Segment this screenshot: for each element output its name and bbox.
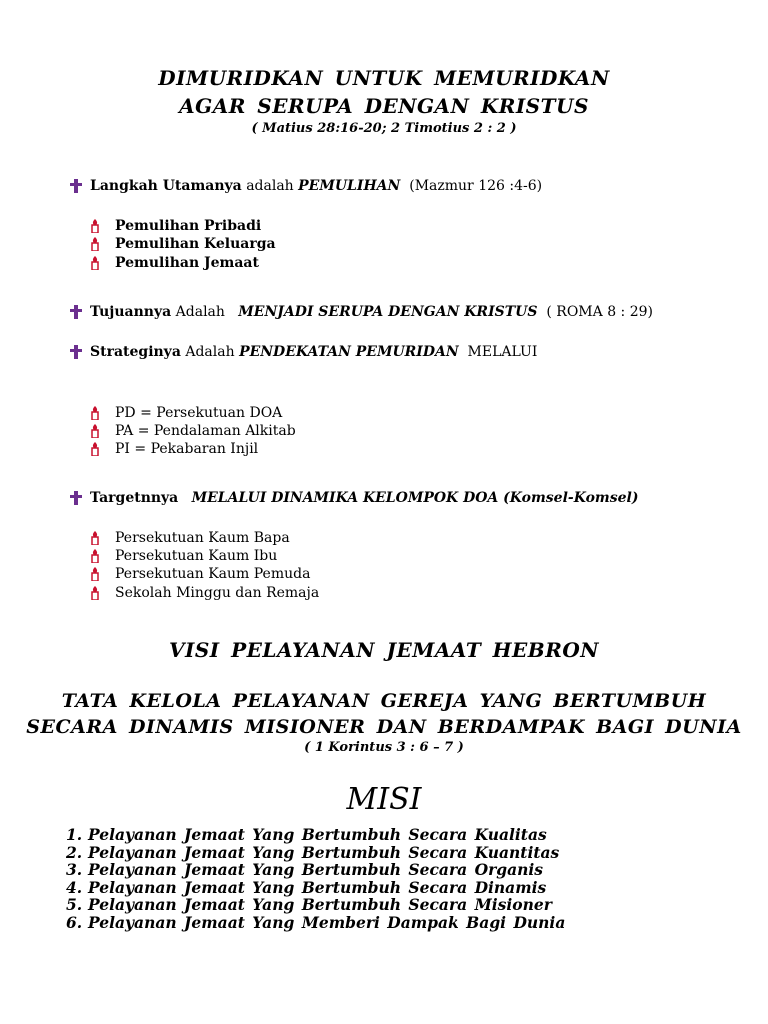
target-value: MELALUI DINAMIKA KELOMPOK DOA (Komsel-Komsel) xyxy=(191,490,639,506)
tujuan-label: Tujuannya xyxy=(90,304,172,320)
candle-icon xyxy=(90,586,100,600)
candle-icon xyxy=(90,219,100,233)
title-line-1: DIMURIDKAN UNTUK MEMURIDKAN xyxy=(158,66,610,90)
title-line-2: AGAR SERUPA DENGAN KRISTUS xyxy=(179,94,589,118)
target-label: Targetnnya xyxy=(90,490,179,506)
tujuan-value: MENJADI SERUPA DENGAN KRISTUS xyxy=(238,304,538,320)
list-item xyxy=(66,914,565,932)
candle-icon xyxy=(90,237,100,251)
langkah-item: Pemulihan Keluarga xyxy=(115,236,276,252)
cross-icon xyxy=(68,178,84,194)
list-item xyxy=(90,255,259,271)
langkah-item: Pemulihan Pribadi xyxy=(115,218,262,234)
strategi-connector: Adalah xyxy=(185,344,235,360)
langkah-value: PEMULIHAN xyxy=(298,178,401,194)
strategi-item: PI = Pekabaran Injil xyxy=(115,441,259,457)
misi-number: 4. xyxy=(66,877,83,897)
misi-number: 1. xyxy=(66,825,83,844)
list-item xyxy=(90,218,261,234)
tujuan-connector: Adalah xyxy=(175,304,225,320)
tujuan-ref: ( ROMA 8 : 29) xyxy=(546,304,654,320)
candle-icon xyxy=(90,442,100,456)
list-item xyxy=(90,585,319,601)
misi-number: 5. xyxy=(66,895,83,915)
langkah-connector: adalah xyxy=(246,178,294,194)
misi-number: 2. xyxy=(66,842,83,862)
list-item xyxy=(66,896,565,914)
candle-icon xyxy=(90,549,100,563)
list-item xyxy=(90,548,277,564)
cross-icon xyxy=(68,490,84,506)
list-item xyxy=(90,441,258,457)
strategi-value: PENDEKATAN PEMURIDAN xyxy=(239,344,459,360)
target-item: Sekolah Minggu dan Remaja xyxy=(115,585,320,601)
misi-text: Pelayanan Jemaat Yang Bertumbuh Secara Kuantitas xyxy=(88,842,560,862)
list-item xyxy=(90,423,296,439)
misi-heading: MISI xyxy=(346,782,422,817)
langkah-item: Pemulihan Jemaat xyxy=(115,255,259,271)
candle-icon xyxy=(90,406,100,420)
header-reference: ( Matius 28:16-20; 2 Timotius 2 : 2 ) xyxy=(251,121,517,136)
list-item xyxy=(66,879,565,897)
strategi-suffix: MELALUI xyxy=(467,344,538,360)
misi-text: Pelayanan Jemaat Yang Bertumbuh Secara Organis xyxy=(88,860,544,880)
misi-number: 6. xyxy=(66,912,83,932)
candle-icon xyxy=(90,531,100,545)
misi-text: Pelayanan Jemaat Yang Memberi Dampak Bagi Dunia xyxy=(88,912,566,932)
strategi-label: Strateginya xyxy=(90,344,181,360)
list-item xyxy=(66,844,565,862)
strategi-item: PA = Pendalaman Alkitab xyxy=(115,423,296,439)
strategi-item: PD = Persekutuan DOA xyxy=(115,405,283,421)
tujuan-line xyxy=(68,304,653,320)
cross-icon xyxy=(68,344,84,360)
visi-heading: VISI PELAYANAN JEMAAT HEBRON xyxy=(168,638,600,662)
visi-line-1: TATA KELOLA PELAYANAN GEREJA YANG BERTUMBUH xyxy=(61,690,707,712)
misi-text: Pelayanan Jemaat Yang Bertumbuh Secara Misioner xyxy=(88,895,552,915)
visi-line-2: SECARA DINAMIS MISIONER DAN BERDAMPAK BAGI DUNIA xyxy=(26,716,742,738)
langkah-line xyxy=(68,178,542,194)
strategi-line xyxy=(68,344,537,360)
misi-text: Pelayanan Jemaat Yang Bertumbuh Secara Kualitas xyxy=(88,825,547,844)
target-item: Persekutuan Kaum Bapa xyxy=(115,530,290,546)
langkah-label: Langkah Utamanya xyxy=(90,178,242,194)
target-item: Persekutuan Kaum Ibu xyxy=(115,548,278,564)
candle-icon xyxy=(90,256,100,270)
misi-list xyxy=(66,826,565,932)
list-item xyxy=(90,405,282,421)
list-item xyxy=(90,236,276,252)
target-line xyxy=(68,490,638,506)
misi-text: Pelayanan Jemaat Yang Bertumbuh Secara Dinamis xyxy=(88,877,547,897)
langkah-ref: (Mazmur 126 :4-6) xyxy=(409,178,543,194)
candle-icon xyxy=(90,567,100,581)
list-item xyxy=(90,566,310,582)
list-item xyxy=(66,861,565,879)
visi-reference: ( 1 Korintus 3 : 6 – 7 ) xyxy=(304,740,464,755)
cross-icon xyxy=(68,304,84,320)
misi-number: 3. xyxy=(66,860,83,880)
list-item xyxy=(90,530,290,546)
list-item xyxy=(66,826,565,844)
target-item: Persekutuan Kaum Pemuda xyxy=(115,566,311,582)
candle-icon xyxy=(90,424,100,438)
